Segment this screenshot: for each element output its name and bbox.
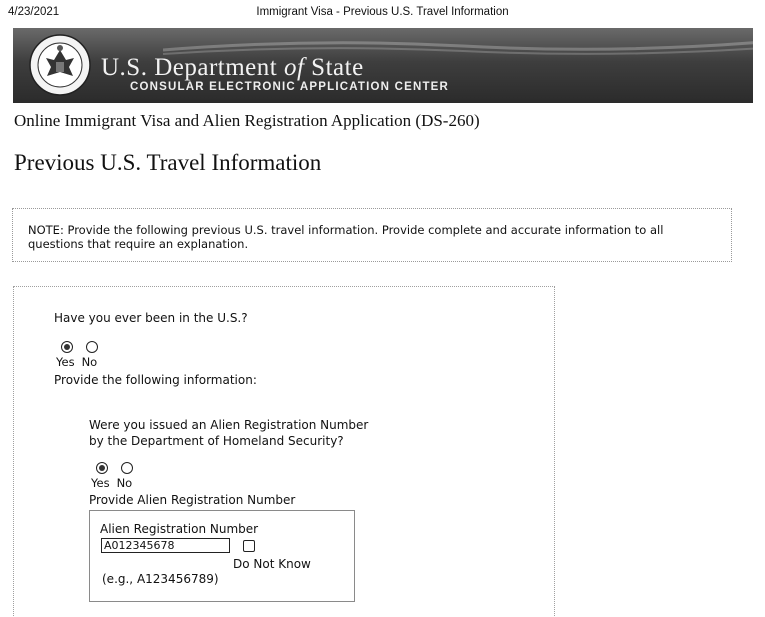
arn-example-hint: (e.g., A123456789) [102, 572, 219, 586]
radio-no-label: No [81, 355, 98, 369]
radio-labels-been-in-us [56, 355, 97, 369]
radio-yes-label: Yes [56, 355, 75, 369]
dept-suffix: State [304, 54, 364, 81]
radio-group-been-in-us [61, 341, 98, 353]
print-date: 4/23/2021 [8, 6, 60, 18]
do-not-know-checkbox[interactable] [243, 540, 255, 552]
radio-been-in-us-yes[interactable] [61, 341, 73, 353]
radio-been-in-us-no[interactable] [86, 341, 98, 353]
radio-alien-reg-yes[interactable] [96, 462, 108, 474]
page-title: Previous U.S. Travel Information [14, 150, 322, 175]
site-banner [13, 28, 753, 103]
do-not-know-label: Do Not Know [233, 557, 311, 571]
note-text: NOTE: Provide the following previous U.S. travel information. Provide complete and accurate information to all questions that require an explanation. [28, 223, 664, 251]
radio-selected-dot [99, 465, 105, 471]
note-box [12, 208, 732, 262]
dept-prefix: U.S. Department [101, 54, 284, 81]
provide-arn-label: Provide Alien Registration Number [89, 493, 296, 507]
department-of-state-seal-icon [29, 34, 91, 96]
department-name [101, 54, 364, 82]
print-header [8, 6, 757, 22]
radio-labels-alien-registration [91, 476, 132, 490]
radio-selected-dot [64, 344, 70, 350]
radio-no-label: No [116, 476, 133, 490]
arn-field-label: Alien Registration Number [100, 522, 259, 536]
alien-registration-number-input[interactable]: A012345678 [101, 538, 230, 553]
banner-subtitle: CONSULAR ELECTRONIC APPLICATION CENTER [130, 81, 450, 93]
question-been-in-us: Have you ever been in the U.S.? [54, 311, 248, 325]
radio-alien-reg-no[interactable] [121, 462, 133, 474]
flag-stripe-graphic [163, 36, 753, 56]
dept-of: of [283, 54, 305, 81]
radio-yes-label: Yes [91, 476, 110, 490]
radio-group-alien-registration [96, 462, 133, 474]
application-title: Online Immigrant Visa and Alien Registration Application (DS-260) [14, 111, 480, 130]
print-title: Immigrant Visa - Previous U.S. Travel Information [256, 6, 509, 18]
question-alien-registration: Were you issued an Alien Registration Number by the Department of Homeland Security? [89, 418, 369, 448]
provide-following-label: Provide the following information: [54, 373, 257, 387]
